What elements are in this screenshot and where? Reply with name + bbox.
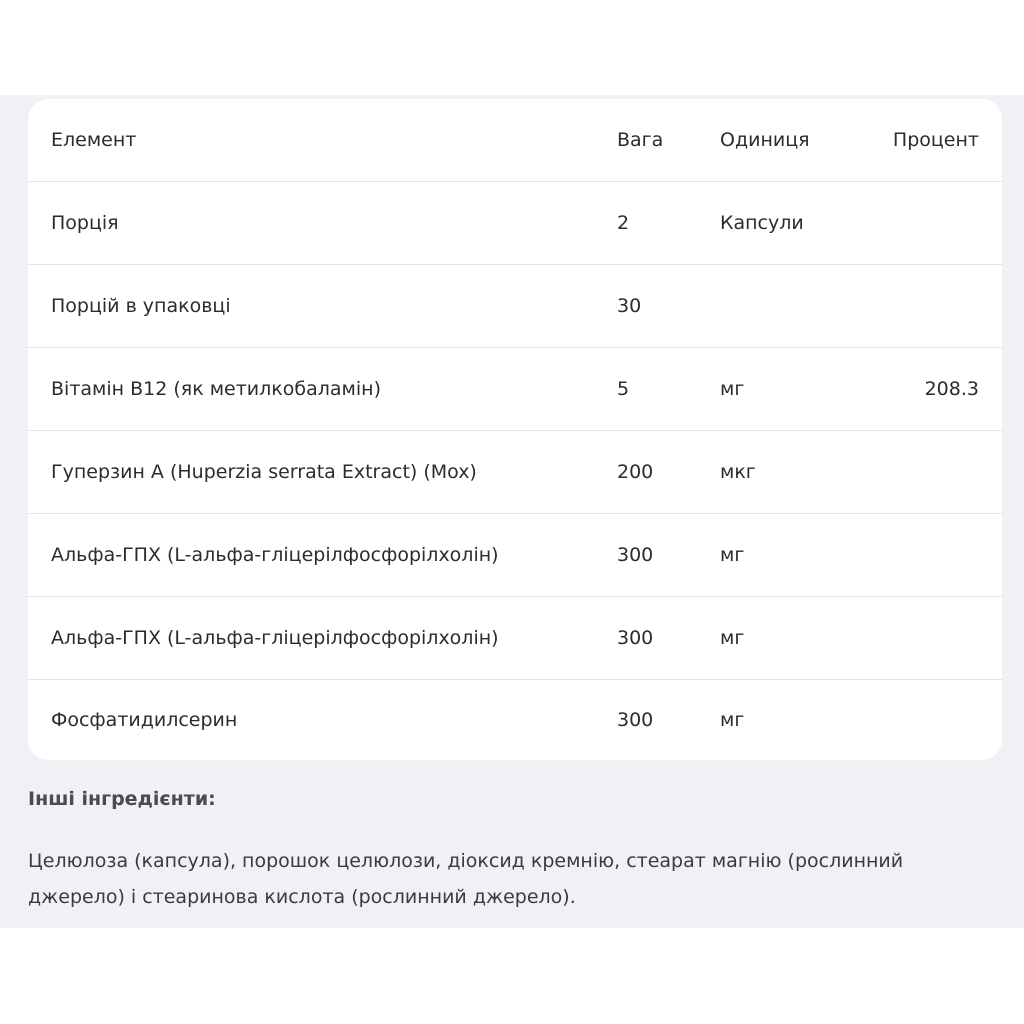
table-header-row <box>28 99 1002 182</box>
cell-weight: 200 <box>617 461 654 483</box>
table-row <box>28 431 1002 514</box>
cell-unit: мг <box>720 544 745 566</box>
table-row <box>28 514 1002 597</box>
table-row <box>28 680 1002 760</box>
cell-weight: 300 <box>617 627 654 649</box>
other-ingredients-text: Целюлоза (капсула), порошок целюлози, діоксид кремнію, стеарат магнію (рослинний джерело) і стеаринова кислота (рослинний джерело). <box>28 850 904 908</box>
cell-name: Альфа-ГПХ (L-альфа-гліцерілфосфорілхолін) <box>51 544 499 566</box>
header-weight: Вага <box>617 129 664 151</box>
cell-weight: 5 <box>617 378 630 400</box>
header-name: Елемент <box>51 129 137 151</box>
cell-unit: мкг <box>720 461 756 483</box>
cell-name: Альфа-ГПХ (L-альфа-гліцерілфосфорілхолін) <box>51 627 499 649</box>
cell-name: Вітамін B12 (як метилкобаламін) <box>51 378 381 400</box>
cell-name: Фосфатидилсерин <box>51 709 238 731</box>
cell-percent: 208.3 <box>924 378 979 400</box>
cell-unit: мг <box>720 378 745 400</box>
cell-weight: 2 <box>617 212 630 234</box>
cell-name: Порцій в упаковці <box>51 295 231 317</box>
cell-unit: мг <box>720 627 745 649</box>
other-ingredients-title: Інші інгредієнти: <box>28 788 216 810</box>
table-row <box>28 348 1002 431</box>
nutrition-table <box>28 99 1002 760</box>
cell-weight: 300 <box>617 544 654 566</box>
cell-name: Гуперзин А (Huperzia serrata Extract) (Mox) <box>51 461 477 483</box>
header-percent: Процент <box>892 129 979 151</box>
table-row <box>28 182 1002 265</box>
cell-name: Порція <box>51 212 119 234</box>
cell-weight: 30 <box>617 295 642 317</box>
cell-weight: 300 <box>617 709 654 731</box>
table-row <box>28 597 1002 680</box>
table-row <box>28 265 1002 348</box>
cell-unit: мг <box>720 709 745 731</box>
header-unit: Одиниця <box>720 129 810 151</box>
cell-unit: Капсули <box>720 212 804 234</box>
